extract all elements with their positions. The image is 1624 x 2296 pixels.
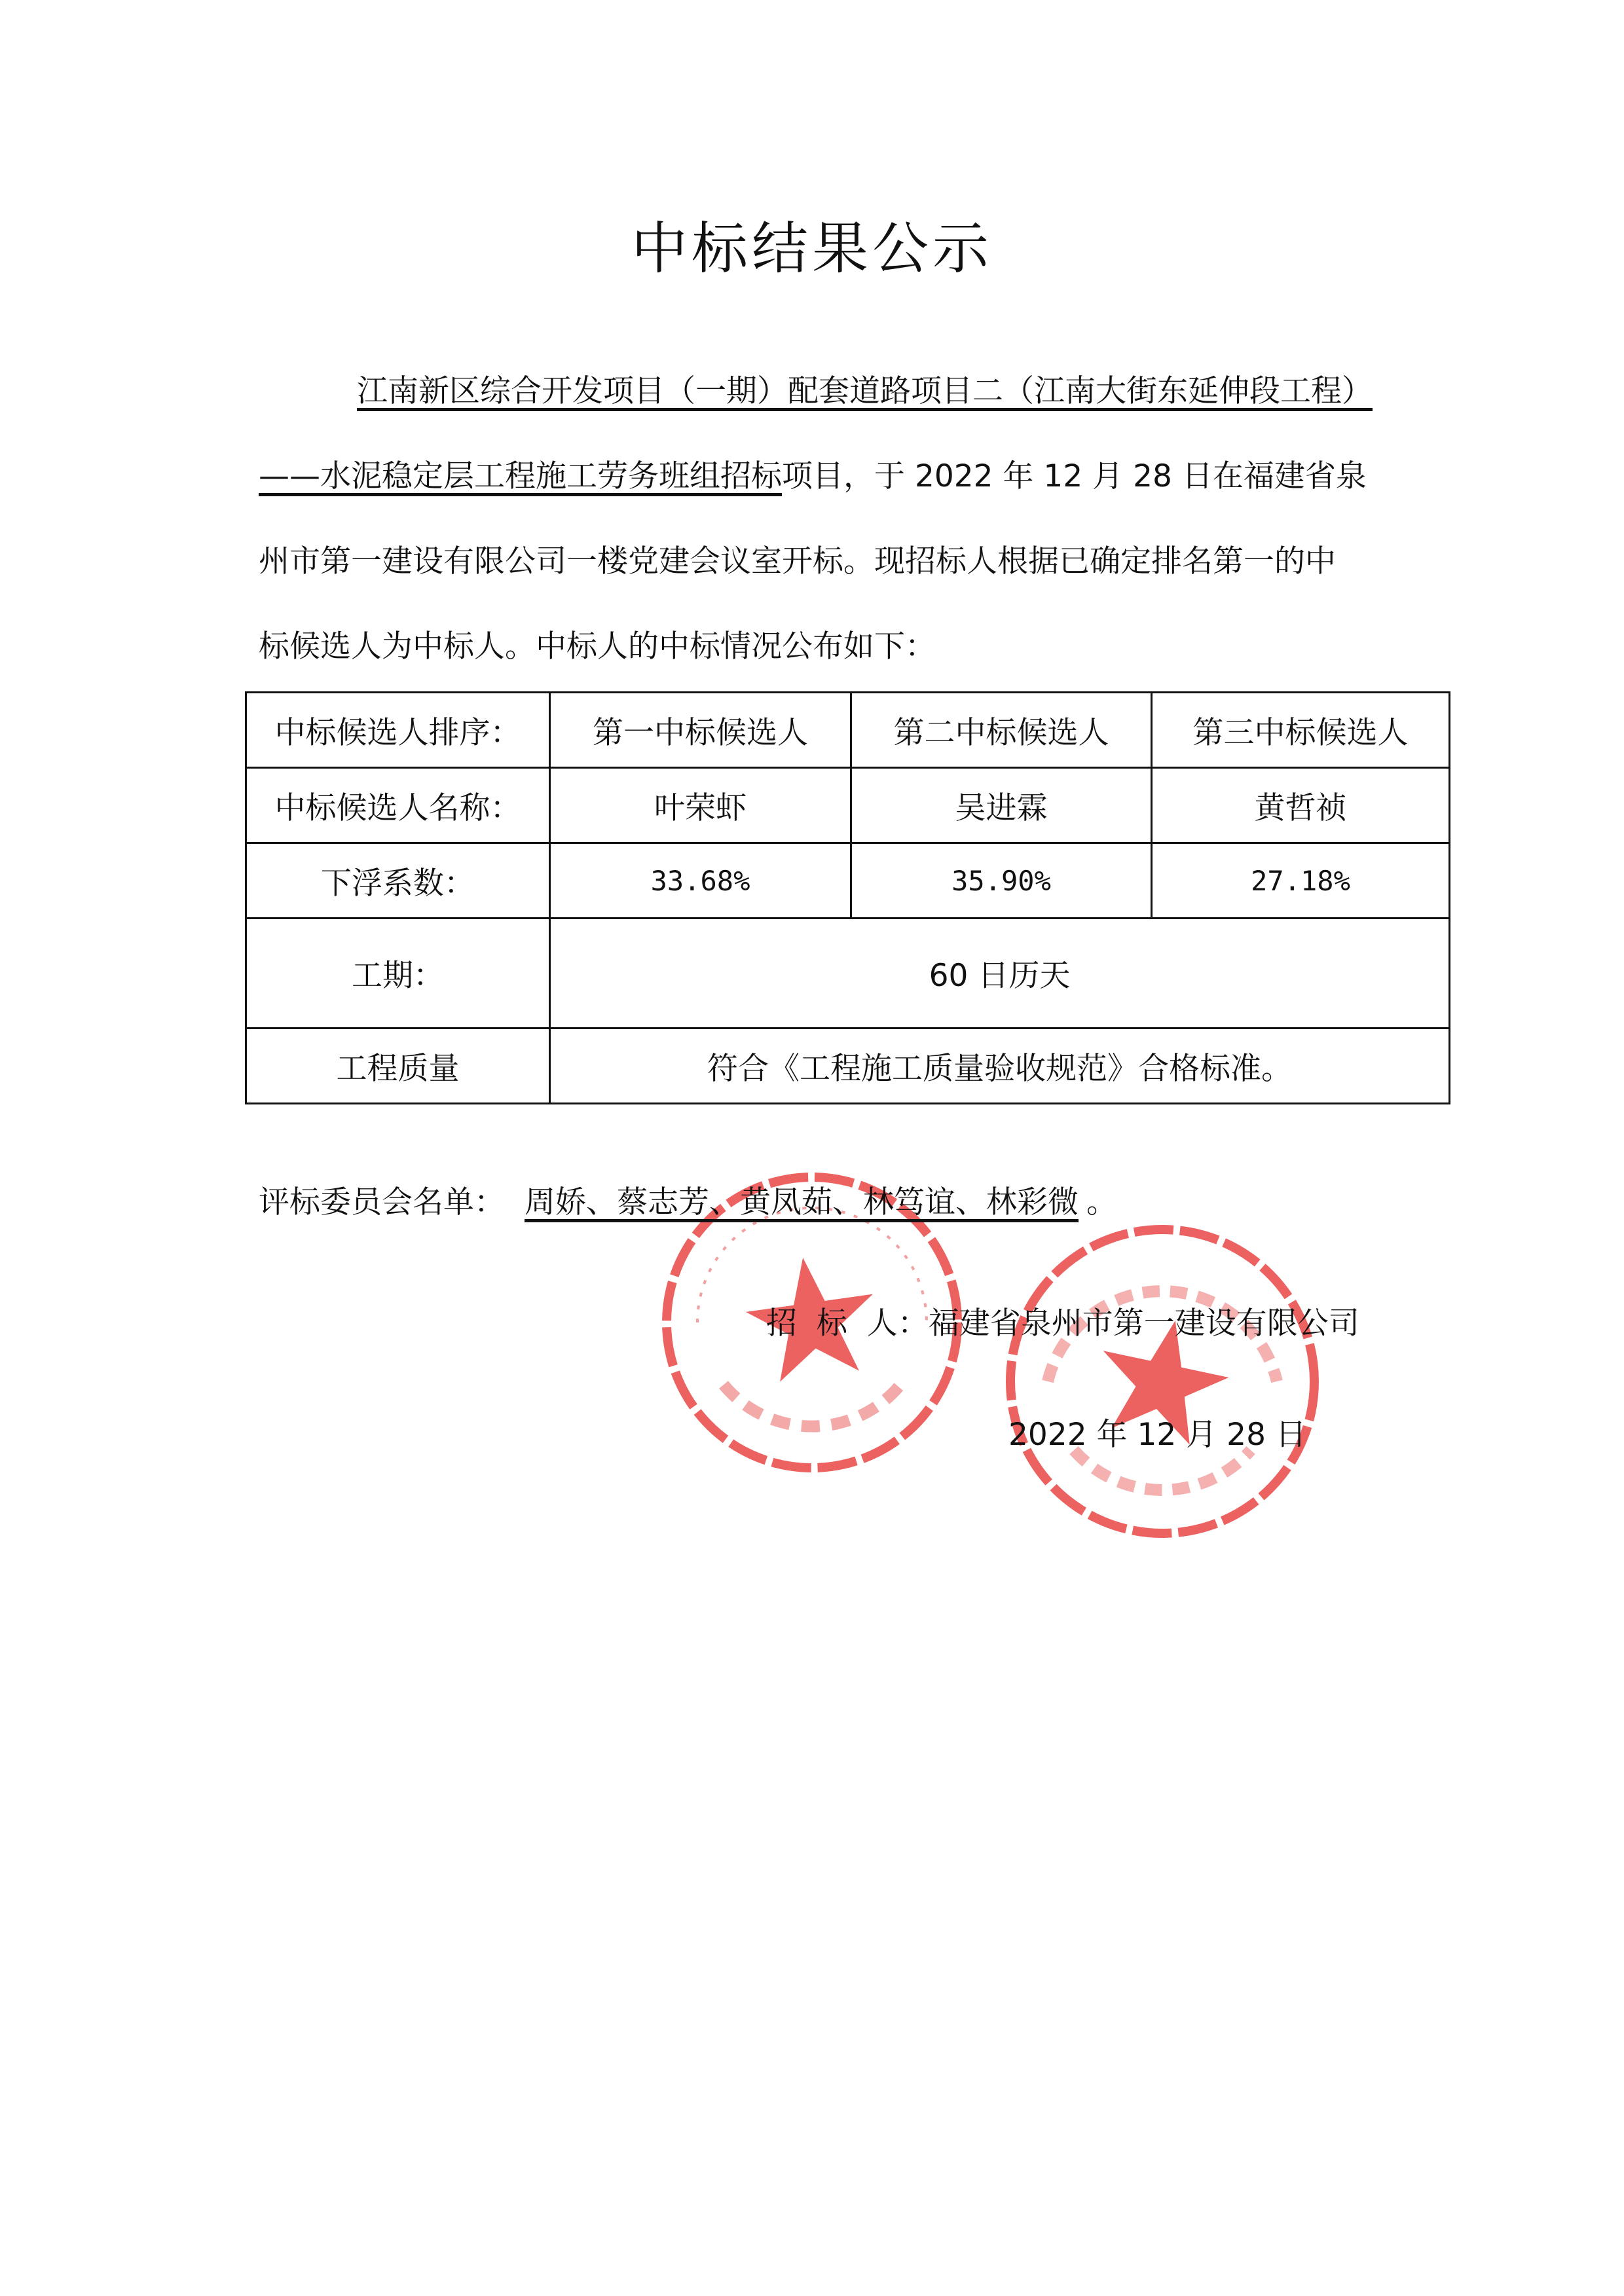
table-row-names	[246, 768, 1450, 843]
cell-discount-1: 33.68%	[550, 843, 851, 919]
row-label: 工期：	[246, 919, 550, 1029]
results-table	[245, 691, 1450, 1104]
cell-discount-2: 35.90%	[851, 843, 1152, 919]
cell-duration: 60 日历天	[550, 919, 1450, 1029]
cell-rank-2: 第二中标候选人	[851, 693, 1152, 768]
committee-end: 。	[1086, 1184, 1117, 1220]
intro-line-3: 州市第一建设有限公司一楼党建会议室开标。现招标人根据已确定排名第一的中	[259, 543, 1336, 579]
intro-line-2-text: 项目，于 2022 年 12 月 28 日在福建省泉	[782, 458, 1367, 494]
cell-name-3: 黄哲祯	[1152, 768, 1450, 843]
table-row-ranking	[246, 693, 1450, 768]
tenderer-signature: 招 标 人：福建省泉州市第一建设有限公司	[766, 1305, 1359, 1341]
committee-list	[259, 1182, 1117, 1224]
cell-rank-1: 第一中标候选人	[550, 693, 851, 768]
project-name-part-2: ——水泥稳定层工程施工劳务班组招标	[259, 458, 782, 494]
table-row-discount	[246, 843, 1450, 919]
committee-label: 评标委员会名单：	[259, 1184, 505, 1220]
row-label: 中标候选人排序：	[246, 693, 550, 768]
cell-name-1: 叶荣虾	[550, 768, 851, 843]
official-seal-stamp-2	[1002, 1221, 1323, 1542]
committee-names: 周娇、蔡志芳、黄凤茹、林笃谊、林彩微	[525, 1184, 1079, 1220]
page-title: 中标结果公示	[631, 216, 993, 282]
intro-line-1	[357, 371, 1373, 412]
project-name-part-1: 江南新区综合开发项目（一期）配套道路项目二（江南大街东延伸段工程）	[357, 373, 1373, 409]
intro-line-2	[259, 456, 1367, 498]
cell-name-2: 吴进霖	[851, 768, 1152, 843]
cell-discount-3: 27.18%	[1152, 843, 1450, 919]
table-row-quality	[246, 1029, 1450, 1104]
row-label: 中标候选人名称：	[246, 768, 550, 843]
row-label: 工程质量	[246, 1029, 550, 1104]
cell-rank-3: 第三中标候选人	[1152, 693, 1450, 768]
intro-line-4: 标候选人为中标人。中标人的中标情况公布如下：	[259, 629, 936, 665]
cell-quality: 符合《工程施工质量验收规范》合格标准。	[550, 1029, 1450, 1104]
row-label: 下浮系数：	[246, 843, 550, 919]
signature-date: 2022 年 12 月 28 日	[1008, 1417, 1306, 1453]
table-row-duration	[246, 919, 1450, 1029]
